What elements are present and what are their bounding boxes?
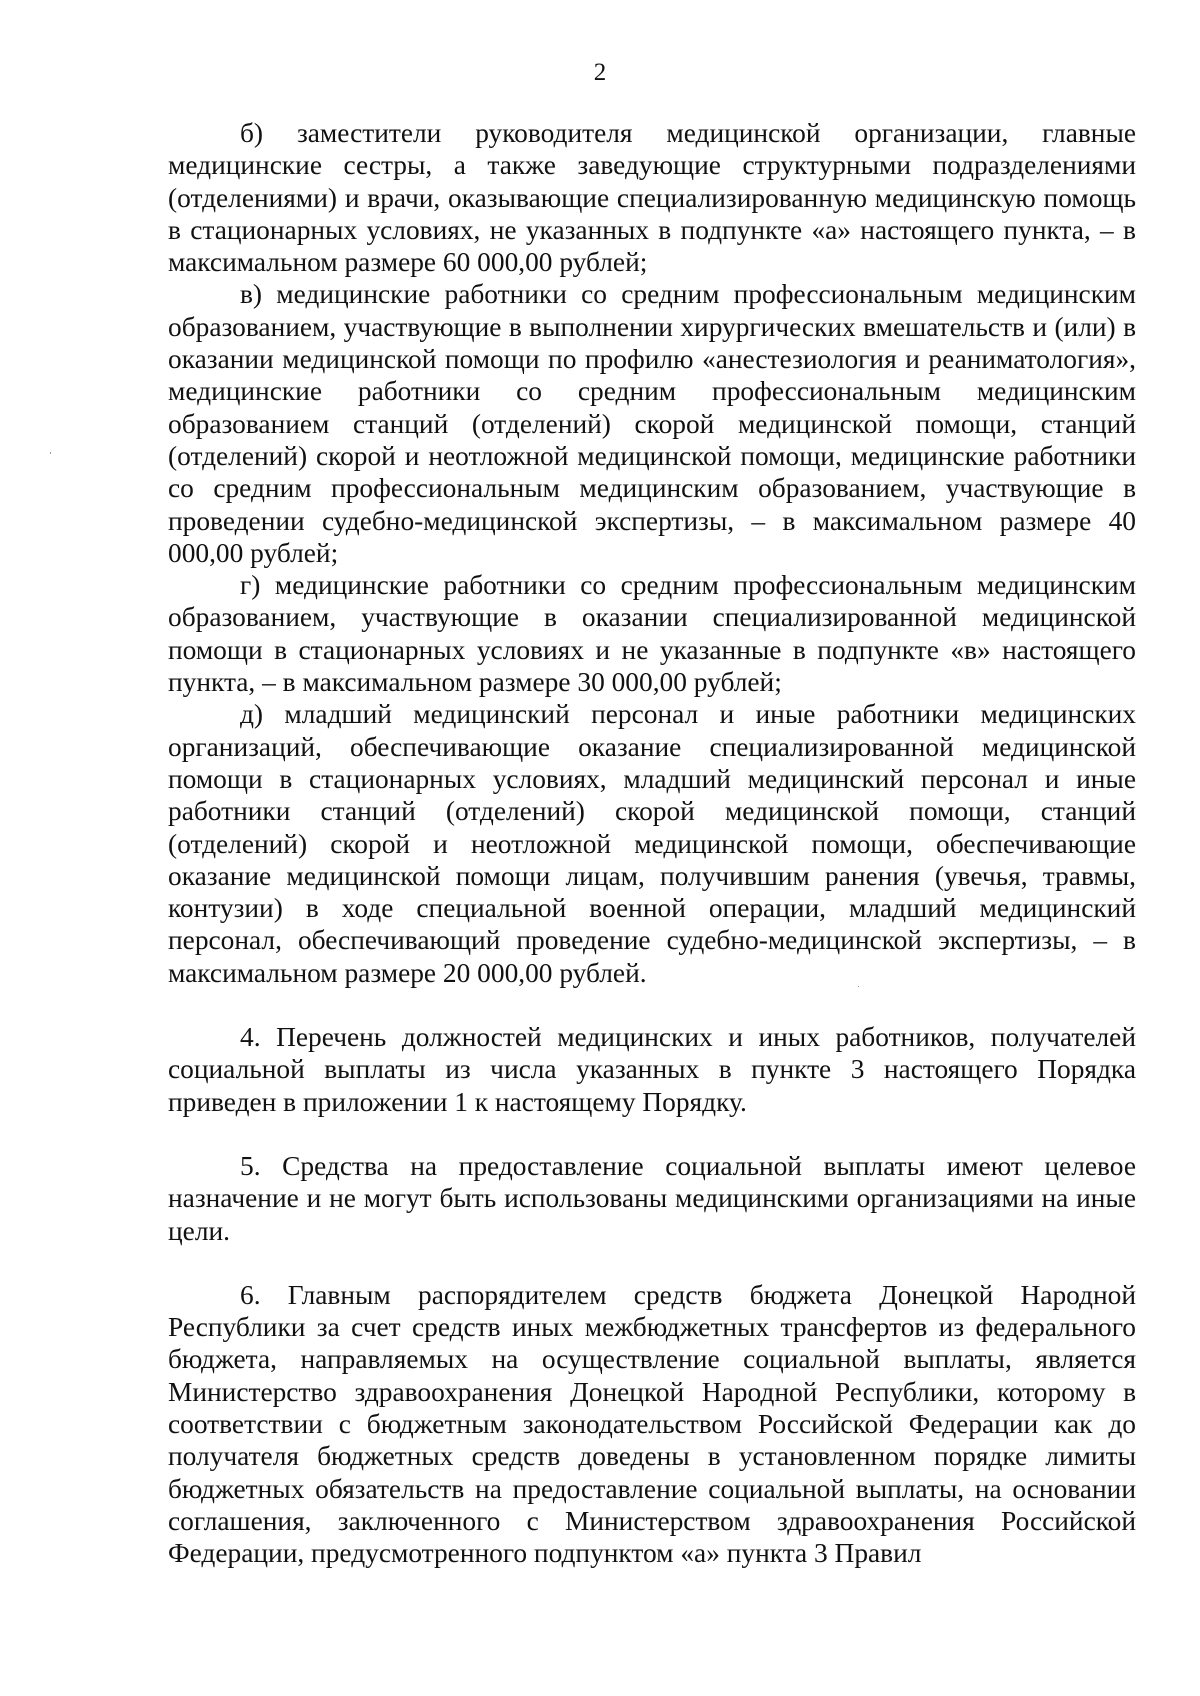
- paragraph-subitem-b: б) заместители руководителя медицинской организации, главные медицинские сестры, а также заведующие структурными подразделениями (отделениями) и врачи, оказывающие специализированную медицинскую помощь в стационарных условиях, не указанных в подпункте «а» настоящего пункта, – в максимальном размере 60 000,00 рублей;: [168, 118, 1136, 278]
- paragraph-item-4: 4. Перечень должностей медицинских и иных работников, получателей социальной выплаты из числа указанных в пункте 3 настоящего Порядка приведен в приложении 1 к настоящему Порядку.: [168, 1022, 1136, 1117]
- page-number: 2: [593, 59, 607, 86]
- paragraph-item-5: 5. Средства на предоставление социальной выплаты имеют целевое назначение и не могут быть использованы медицинскими организациями на иные цели.: [168, 1150, 1136, 1246]
- document-body: [168, 117, 1136, 1569]
- paragraph-subitem-d: д) младший медицинский персонал и иные работники медицинских организаций, обеспечивающие оказание специализированной медицинской помощи в стационарных условиях, младший медицинский персонал и иные работники станций (отделений) скорой медицинской помощи, станций (отделений) скорой и неотложной медицинской помощи, обеспечивающие оказание медицинской помощи лицам, получившим ранения (увечья, травмы, контузии) в ходе специальной военной операции, младший медицинский персонал, обеспечивающий проведение судебно-медицинской экспертизы, – в максимальном размере 20 000,00 рублей.: [168, 699, 1136, 988]
- scan-speck: [50, 452, 51, 454]
- paragraph-item-6: 6. Главным распорядителем средств бюджета Донецкой Народной Республики за счет средств иных межбюджетных трансфертов из федерального бюджета, направляемых на осуществление социальной выплаты, является Министерство здравоохранения Донецкой Народной Республики, которому в соответствии с бюджетным законодательством Российской Федерации как до получателя бюджетных средств доведены в установленном порядке лимиты бюджетных обязательств на предоставление социальной выплаты, на основании соглашения, заключенного с Министерством здравоохранения Российской Федерации, предусмотренного подпунктом «а» пункта 3 Правил: [168, 1279, 1136, 1569]
- scan-speck: [858, 986, 859, 987]
- paragraph-subitem-g: г) медицинские работники со средним профессиональным медицинским образованием, участвующие в оказании специализированной медицинской помощи в стационарных условиях и не указанные в подпункте «в» настоящего пункта, – в максимальном размере 30 000,00 рублей;: [168, 570, 1136, 698]
- paragraph-subitem-v: в) медицинские работники со средним профессиональным медицинским образованием, участвующие в выполнении хирургических вмешательств и (или) в оказании медицинской помощи по профилю «анестезиология и реаниматология», медицинские работники со средним профессиональным медицинским образованием станций (отделений) скорой медицинской помощи, станций (отделений) скорой и неотложной медицинской помощи, медицинские работники со средним профессиональным медицинским образованием, участвующие в проведении судебно-медицинской экспертизы, – в максимальном размере 40 000,00 рублей;: [168, 279, 1136, 568]
